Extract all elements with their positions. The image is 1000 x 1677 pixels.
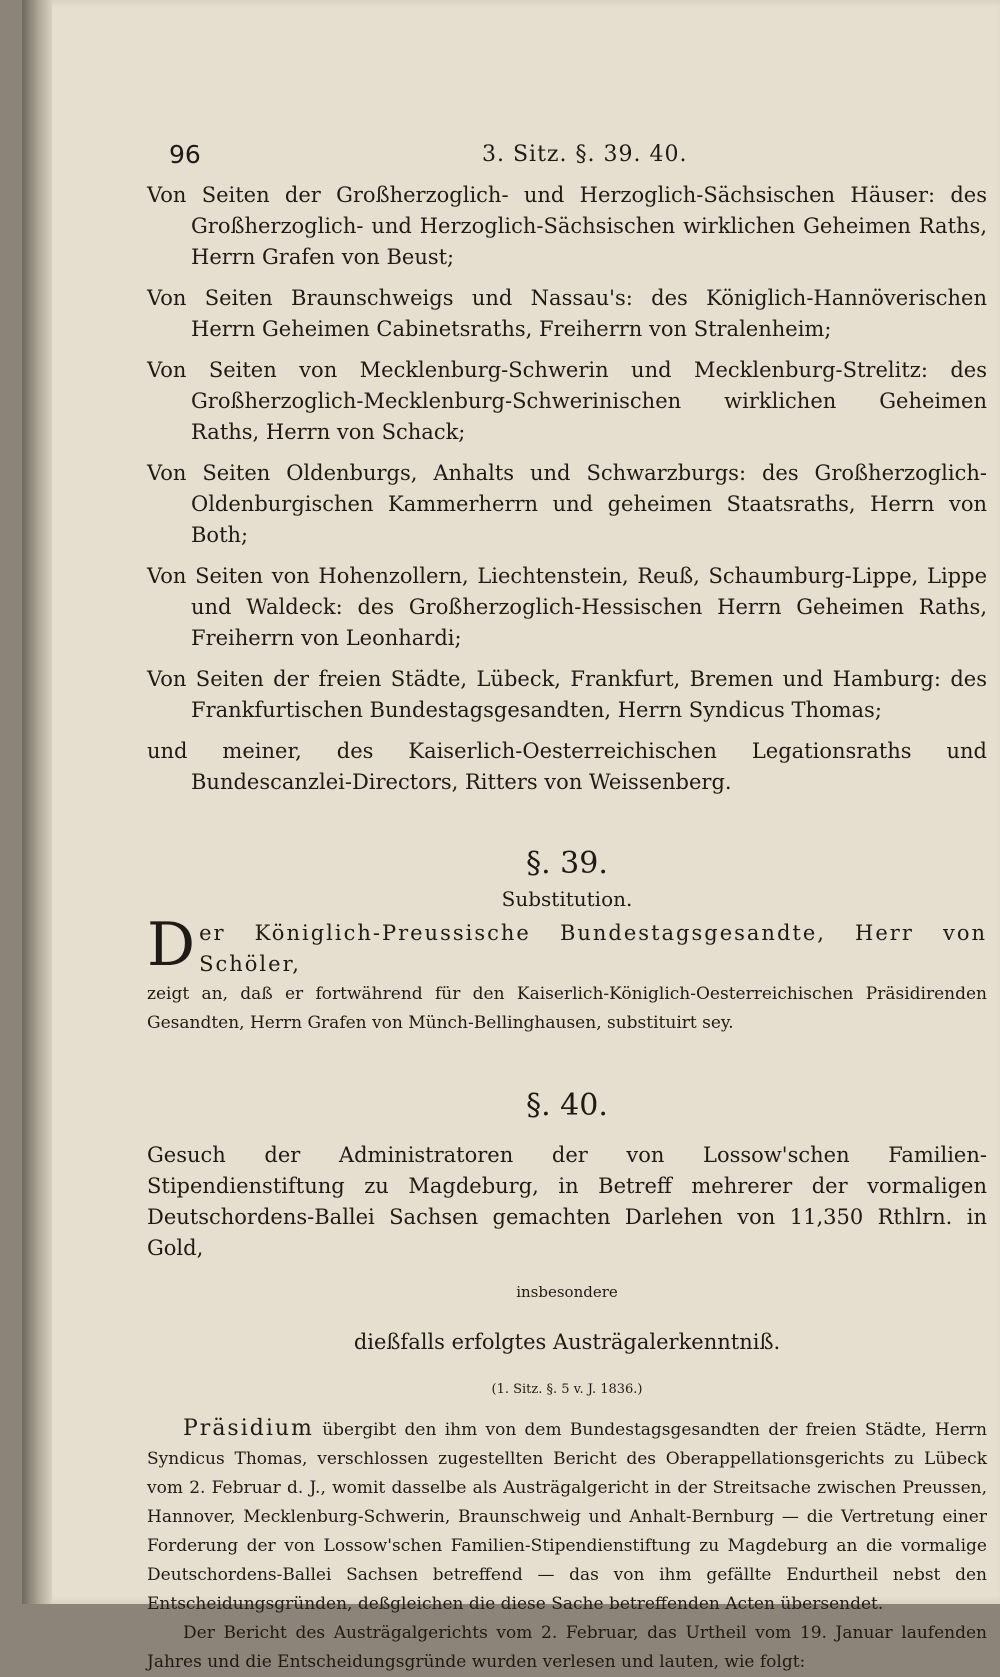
citation: (1. Sitz. §. 5 v. J. 1836.) (491, 1382, 643, 1397)
presidium-label: Präsidium (183, 1416, 314, 1441)
section-number: §. 39. (526, 846, 608, 881)
section-lead (147, 910, 987, 980)
book-page (22, 0, 1000, 1672)
insbesondere-label: insbesondere (516, 1283, 618, 1301)
delegate-entry: Von Seiten Oldenburgs, Anhalts und Schwarzburgs: des Großherzoglich-Oldenburgischen Kammerherrn und geheimen Staatsraths, Herrn von Both; (147, 461, 987, 547)
page-number: 96 (169, 140, 201, 169)
delegate-entry: Von Seiten Braunschweigs und Nassau's: des Königlich-Hannöverischen Herrn Geheimen Cabinetsraths, Freiherrn von Stralenheim; (147, 286, 987, 341)
presidium-text: übergibt den ihm von dem Bundestagsgesandten der freien Städte, Herrn Syndicus Thomas, verschlossen zugestellten Bericht des Oberappellationsgerichts zu Lübeck vom 2. Februar d. J., womit dasselbe als Austrägalgericht in der Streitsache zwischen Preussen, Hannover, Mecklenburg-Schwerin, Braunschweig und Anhalt-Bernburg — die Vertretung einer Forderung der von Lossow'schen Familien-Stipendienstiftung zu Magdeburg an die vormalige Deutschordens-Ballei Sachsen betreffend — das von ihm gefällte Endurtheil nebst den Entscheidungsgründen, deßgleichen die diese Sache betreffenden Acten übersendet. (147, 1420, 987, 1614)
section-number: §. 40. (526, 1088, 608, 1123)
page-text (147, 140, 987, 1677)
section-title-text: Gesuch der Administratoren der von Lossow'schen Familien-Stipendienstiftung zu Magdeburg, in Betreff mehrerer der vormaligen Deutschordens-Ballei Sachsen gemachten Darlehen von 11,350 Rthlrn. in Gold, (147, 1143, 987, 1260)
section-39 (147, 844, 987, 1038)
drop-cap: D (147, 910, 196, 980)
running-head: 3. Sitz. §. 39. 40. (482, 142, 688, 167)
section-body: zeigt an, daß er fortwährend für den Kaiserlich-Königlich-Oesterreichischen Präsidirenden Gesandten, Herrn Grafen von Münch-Bellinghausen, substituirt sey. (147, 984, 987, 1033)
section-40 (147, 1086, 987, 1677)
delegate-entry: Von Seiten von Hohenzollern, Liechtenstein, Reuß, Schaumburg-Lippe, Lippe und Waldeck: des Großherzoglich-Hessischen Herrn Geheimen Raths, Freiherrn von Leonhardi; (147, 564, 987, 650)
delegate-entry: Von Seiten der freien Städte, Lübeck, Frankfurt, Bremen und Hamburg: des Frankfurtischen Bundestagsgesandten, Herrn Syndicus Thomas; (147, 667, 987, 722)
section-lead-text: er Königlich-Preussische Bundestagsgesandte, Herr von Schöler, (199, 921, 987, 976)
page-header (147, 140, 987, 180)
section-subtitle: Substitution. (501, 887, 633, 911)
delegate-entry: Von Seiten der Großherzoglich- und Herzoglich-Sächsischen Häuser: des Großherzoglich- und Herzoglich-Sächsischen wirklichen Geheimen Raths, Herrn Grafen von Beust; (147, 183, 987, 269)
decision-title: dießfalls erfolgtes Austrägalerkenntniß. (353, 1330, 781, 1354)
page-gutter (22, 0, 52, 1604)
presidium-paragraph (147, 1414, 987, 1619)
delegate-entry: und meiner, des Kaiserlich-Oesterreichischen Legationsraths und Bundescanzlei-Directors, Ritters von Weissenberg. (147, 739, 987, 794)
report-paragraph: Der Bericht des Austrägalgerichts vom 2. Februar, das Urtheil vom 19. Januar laufenden Jahres und die Entscheidungsgründe wurden verlesen und lauten, wie folgt: (147, 1623, 987, 1672)
delegate-entry: Von Seiten von Mecklenburg-Schwerin und Mecklenburg-Strelitz: des Großherzoglich-Mecklenburg-Schwerinischen wirklichen Geheimen Raths, Herrn von Schack; (147, 358, 987, 444)
delegate-list (147, 180, 987, 798)
